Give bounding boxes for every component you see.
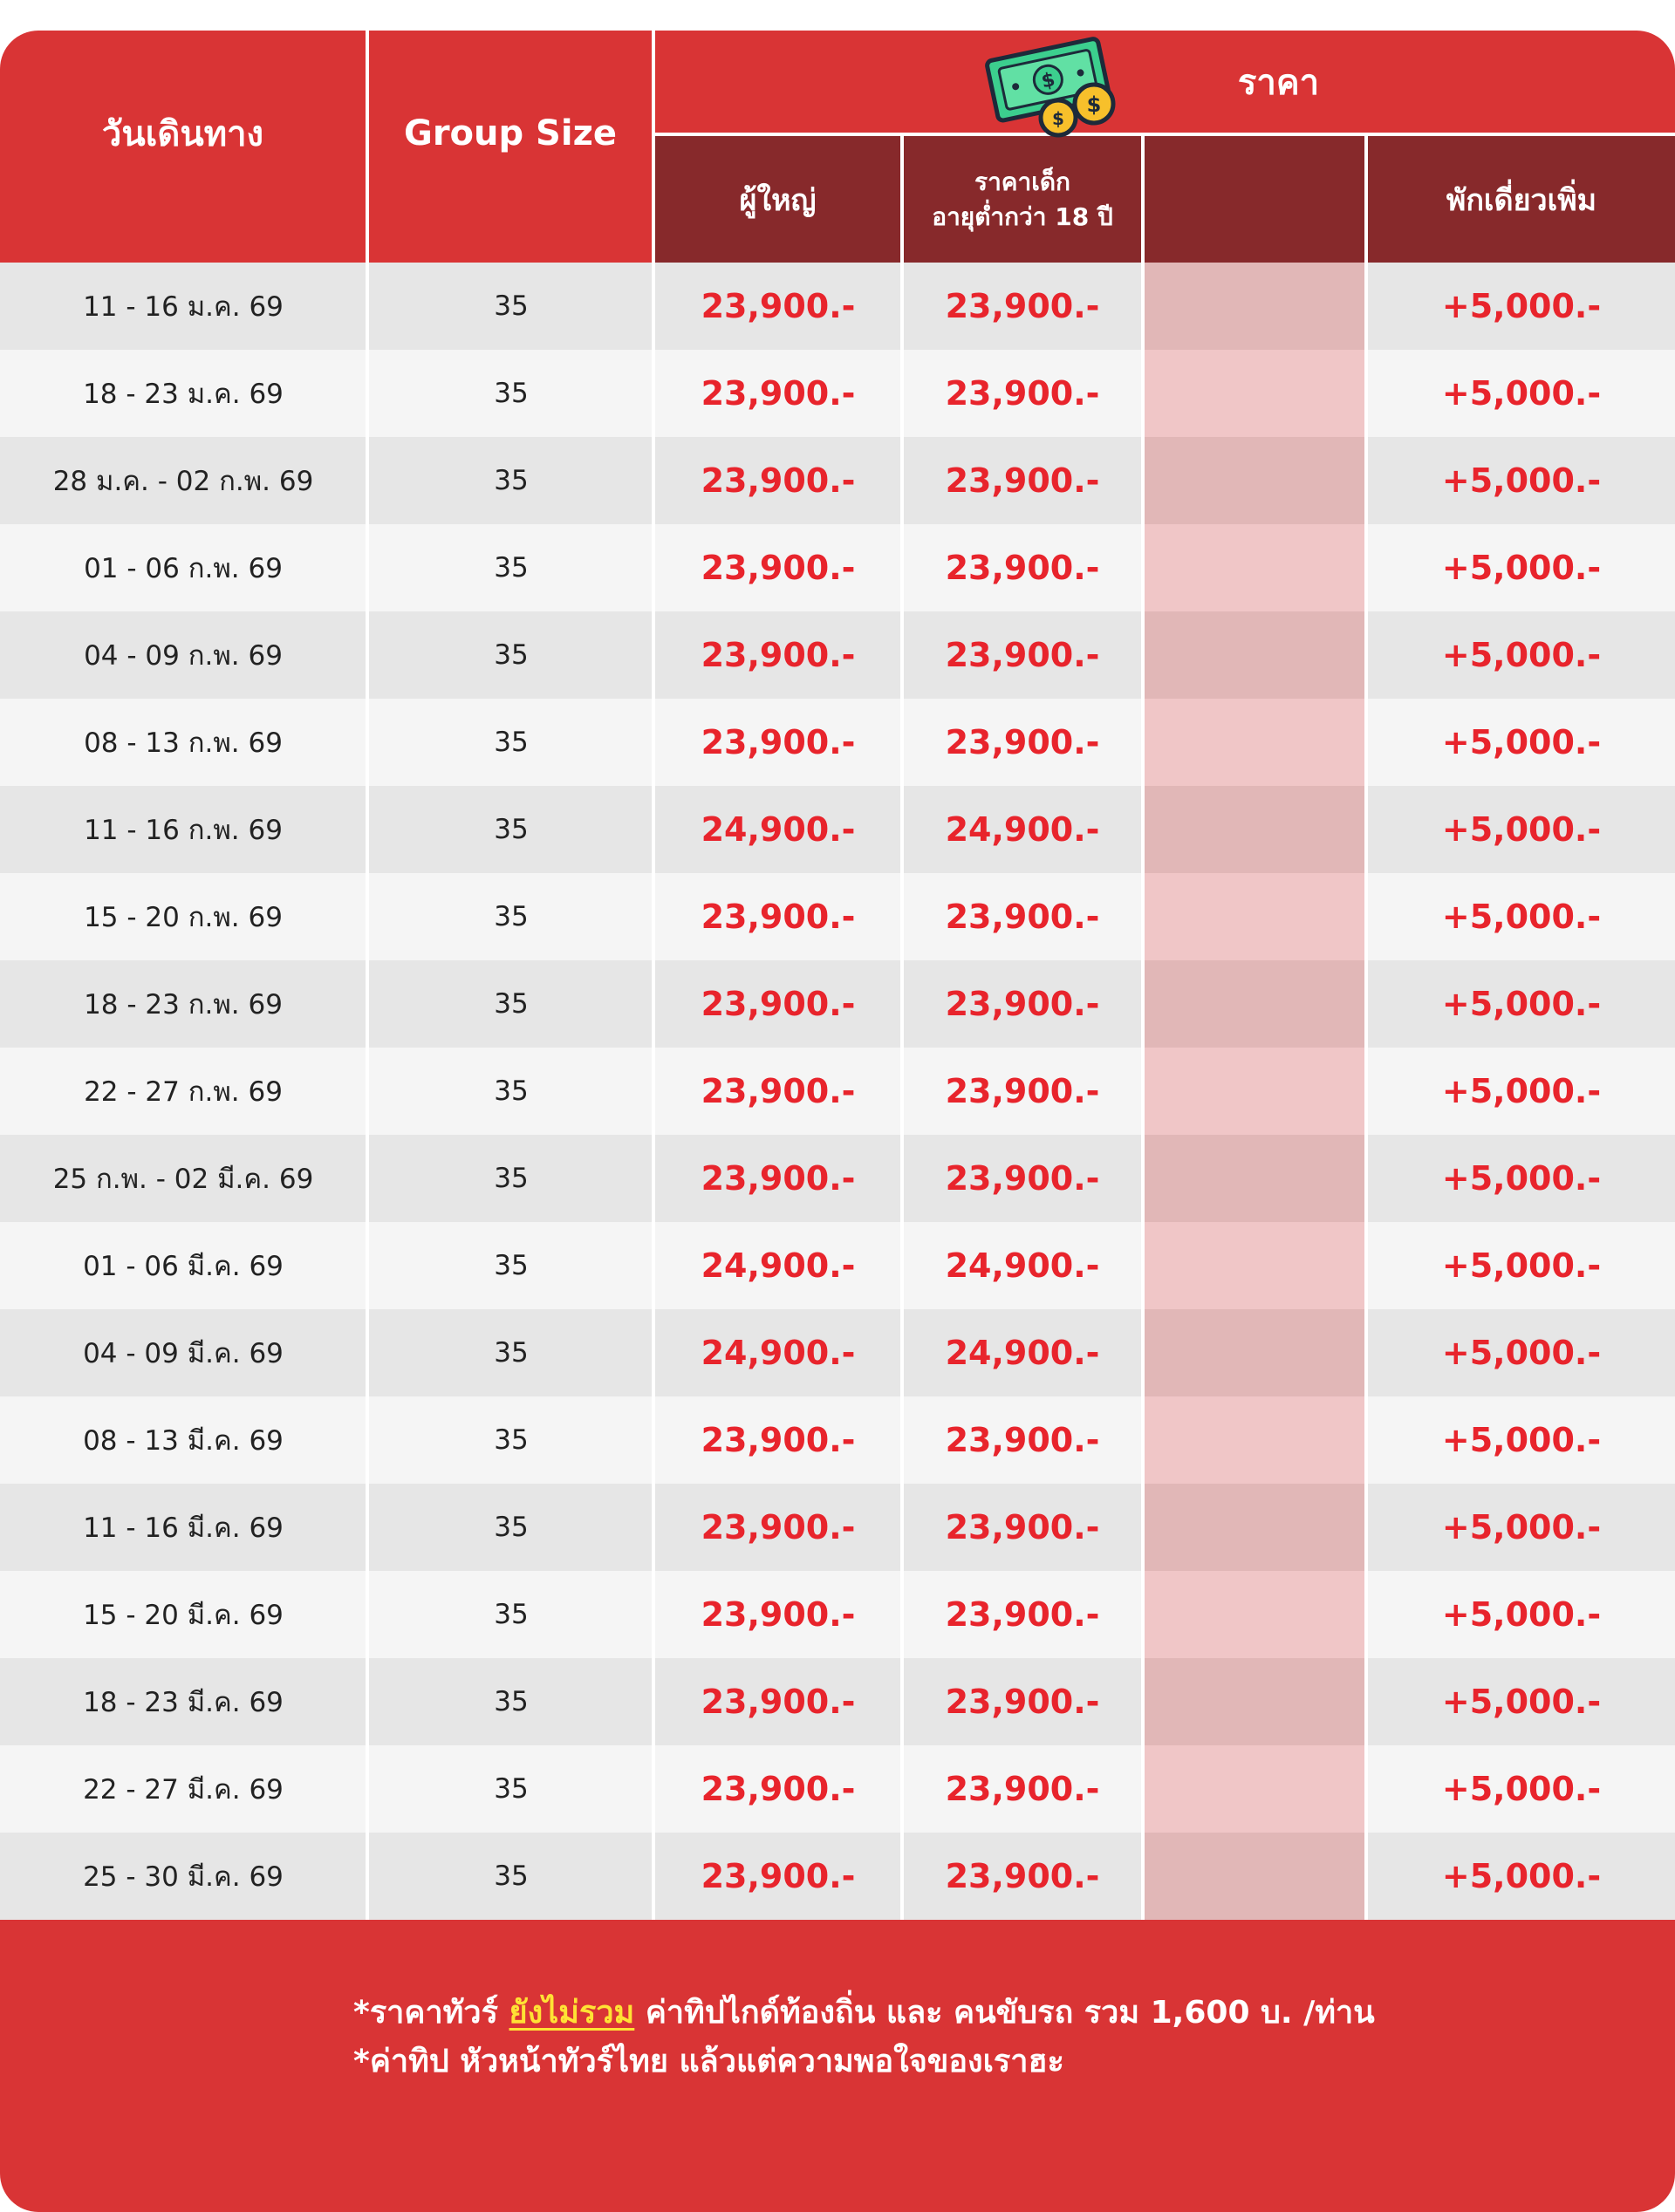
single-supplement: +5,000.- <box>1441 898 1602 936</box>
group-size: 35 <box>494 1075 529 1107</box>
child-price: 23,900.- <box>945 723 1100 761</box>
child-price: 23,900.- <box>945 1595 1100 1634</box>
table-row <box>0 524 1675 611</box>
adult-price: 23,900.- <box>701 723 856 761</box>
child-price: 24,900.- <box>945 1334 1100 1372</box>
column-divider <box>652 1222 655 1309</box>
column-divider <box>366 699 369 786</box>
child-price: 23,900.- <box>945 1159 1100 1198</box>
column-divider <box>900 1658 904 1745</box>
price-table-card <box>0 31 1675 2212</box>
table-row <box>0 873 1675 960</box>
blank-cell <box>1145 263 1364 350</box>
adult-price: 23,900.- <box>701 1072 856 1110</box>
blank-cell <box>1145 350 1364 437</box>
blank-cell <box>1145 1571 1364 1658</box>
adult-price: 23,900.- <box>701 461 856 500</box>
note-line-2: *ค่าทิป หัวหน้าทัวร์ไทย แล้วแต่ความพอใจของเราฮะ <box>353 2044 1064 2079</box>
column-divider <box>1364 786 1368 873</box>
column-divider <box>1141 524 1145 611</box>
child-price: 24,900.- <box>945 810 1100 849</box>
single-supplement: +5,000.- <box>1441 461 1602 500</box>
blank-cell <box>1145 1135 1364 1222</box>
column-divider <box>366 960 369 1048</box>
blank-cell <box>1145 1048 1364 1135</box>
not-included-highlight: ยังไม่รวม <box>509 1995 635 2031</box>
column-divider <box>900 1571 904 1658</box>
column-divider <box>1364 611 1368 699</box>
column-divider <box>900 873 904 960</box>
table-row <box>0 1222 1675 1309</box>
svg-text:$: $ <box>1086 92 1102 117</box>
column-divider <box>366 437 369 524</box>
travel-date: 22 - 27 ก.พ. 69 <box>84 1076 283 1108</box>
single-supplement: +5,000.- <box>1441 810 1602 849</box>
column-divider <box>900 437 904 524</box>
column-divider <box>366 1135 369 1222</box>
column-divider <box>900 1484 904 1571</box>
column-divider <box>900 1396 904 1484</box>
child-price: 23,900.- <box>945 636 1100 674</box>
adult-price: 23,900.- <box>701 1508 856 1546</box>
blank-cell <box>1145 1309 1364 1396</box>
adult-price: 23,900.- <box>701 287 856 325</box>
group-size: 35 <box>494 378 529 409</box>
column-divider <box>900 524 904 611</box>
single-supplement: +5,000.- <box>1441 1683 1602 1721</box>
single-supplement: +5,000.- <box>1441 723 1602 761</box>
column-divider <box>900 699 904 786</box>
column-divider <box>1141 1048 1145 1135</box>
column-divider <box>900 1309 904 1396</box>
blank-cell <box>1145 437 1364 524</box>
adult-price: 23,900.- <box>701 1770 856 1808</box>
table-row <box>0 1048 1675 1135</box>
group-size-column-header: Group Size <box>403 113 617 154</box>
column-divider <box>1141 1658 1145 1745</box>
column-divider <box>900 960 904 1048</box>
child-price: 23,900.- <box>945 1072 1100 1110</box>
column-divider <box>900 1048 904 1135</box>
column-divider <box>1364 1135 1368 1222</box>
blank-cell <box>1145 960 1364 1048</box>
child-price: 23,900.- <box>945 549 1100 587</box>
single-supplement: +5,000.- <box>1441 1421 1602 1459</box>
group-size: 35 <box>494 1512 529 1543</box>
column-divider <box>1141 350 1145 437</box>
column-divider <box>652 873 655 960</box>
column-divider <box>900 1745 904 1833</box>
column-divider <box>366 1222 369 1309</box>
single-supplement-column-header: พักเดี่ยวเพิ่ม <box>1446 182 1597 218</box>
adult-price: 24,900.- <box>701 810 856 849</box>
child-price: 23,900.- <box>945 985 1100 1023</box>
group-size: 35 <box>494 901 529 932</box>
group-size: 35 <box>494 1424 529 1456</box>
table-row <box>0 437 1675 524</box>
child-price: 23,900.- <box>945 461 1100 500</box>
column-divider <box>1141 1309 1145 1396</box>
column-divider <box>366 1571 369 1658</box>
svg-text:$: $ <box>1039 68 1057 93</box>
child-price: 23,900.- <box>945 1421 1100 1459</box>
single-supplement: +5,000.- <box>1441 1508 1602 1546</box>
travel-date: 18 - 23 ก.พ. 69 <box>84 989 283 1021</box>
adult-price: 23,900.- <box>701 1421 856 1459</box>
adult-price: 23,900.- <box>701 1595 856 1634</box>
blank-cell <box>1145 1484 1364 1571</box>
single-supplement: +5,000.- <box>1441 1246 1602 1285</box>
child-column-header <box>904 136 1141 263</box>
blank-cell <box>1145 1396 1364 1484</box>
table-row <box>0 1396 1675 1484</box>
column-divider <box>1364 437 1368 524</box>
column-divider <box>652 350 655 437</box>
note-line-1 <box>353 1989 1375 2038</box>
column-divider <box>652 960 655 1048</box>
travel-date: 11 - 16 ก.พ. 69 <box>84 815 283 846</box>
table-row <box>0 1658 1675 1745</box>
group-size: 35 <box>494 552 529 584</box>
column-divider <box>1141 1396 1145 1484</box>
travel-date: 18 - 23 มี.ค. 69 <box>83 1687 284 1718</box>
footer-notes <box>353 1989 1375 2086</box>
child-price: 23,900.- <box>945 1857 1100 1895</box>
column-divider <box>1141 263 1145 350</box>
travel-date: 04 - 09 มี.ค. 69 <box>83 1338 284 1369</box>
column-divider <box>652 1658 655 1745</box>
column-divider <box>1141 786 1145 873</box>
svg-text:$: $ <box>1052 108 1064 129</box>
column-divider <box>1364 1396 1368 1484</box>
travel-date: 15 - 20 มี.ค. 69 <box>83 1600 284 1631</box>
column-divider <box>1364 263 1368 350</box>
table-row <box>0 1309 1675 1396</box>
blank-cell <box>1145 699 1364 786</box>
column-divider <box>652 786 655 873</box>
date-column-header: วันเดินทาง <box>101 114 264 154</box>
blank-cell <box>1145 1222 1364 1309</box>
table-row <box>0 699 1675 786</box>
child-header-line2: อายุต่ำกว่า 18 ปี <box>932 201 1113 231</box>
group-size: 35 <box>494 1773 529 1805</box>
column-divider <box>366 1484 369 1571</box>
column-divider <box>1364 1571 1368 1658</box>
column-divider <box>366 1396 369 1484</box>
table-row <box>0 1571 1675 1658</box>
column-divider <box>366 1833 369 1920</box>
adult-price: 24,900.- <box>701 1246 856 1285</box>
single-supplement: +5,000.- <box>1441 1072 1602 1110</box>
blank-cell <box>1145 1833 1364 1920</box>
child-price: 23,900.- <box>945 898 1100 936</box>
blank-cell <box>1145 1658 1364 1745</box>
table-row <box>0 611 1675 699</box>
single-supplement: +5,000.- <box>1441 1159 1602 1198</box>
single-supplement: +5,000.- <box>1441 1334 1602 1372</box>
single-supplement: +5,000.- <box>1441 287 1602 325</box>
column-divider <box>652 263 655 350</box>
column-divider <box>652 699 655 786</box>
money-bill-coins-icon <box>975 31 1132 144</box>
column-divider <box>366 786 369 873</box>
column-divider <box>1141 873 1145 960</box>
column-divider <box>366 350 369 437</box>
group-size: 35 <box>494 988 529 1020</box>
table-row <box>0 1745 1675 1833</box>
column-divider <box>1141 1571 1145 1658</box>
column-divider <box>1141 611 1145 699</box>
single-supplement: +5,000.- <box>1441 1595 1602 1634</box>
column-divider <box>900 1222 904 1309</box>
column-divider <box>1141 1833 1145 1920</box>
group-size: 35 <box>494 1337 529 1369</box>
column-divider <box>652 1745 655 1833</box>
adult-column-header: ผู้ใหญ่ <box>739 182 817 218</box>
travel-date: 04 - 09 ก.พ. 69 <box>84 640 283 672</box>
child-price: 23,900.- <box>945 287 1100 325</box>
child-price: 23,900.- <box>945 1770 1100 1808</box>
group-size: 35 <box>494 1860 529 1892</box>
adult-price: 24,900.- <box>701 1334 856 1372</box>
group-size: 35 <box>494 814 529 845</box>
table-row <box>0 350 1675 437</box>
group-size: 35 <box>494 465 529 496</box>
child-price: 23,900.- <box>945 1508 1100 1546</box>
adult-price: 23,900.- <box>701 1857 856 1895</box>
blank-cell <box>1145 786 1364 873</box>
group-size: 35 <box>494 1686 529 1717</box>
table-row <box>0 786 1675 873</box>
travel-date: 28 ม.ค. - 02 ก.พ. 69 <box>52 466 314 497</box>
column-divider <box>652 1135 655 1222</box>
single-supplement: +5,000.- <box>1441 374 1602 413</box>
single-supplement: +5,000.- <box>1441 636 1602 674</box>
column-divider <box>652 1571 655 1658</box>
adult-price: 23,900.- <box>701 985 856 1023</box>
blank-cell <box>1145 611 1364 699</box>
column-divider <box>366 263 369 350</box>
adult-price: 23,900.- <box>701 374 856 413</box>
column-divider <box>652 437 655 524</box>
column-divider <box>366 524 369 611</box>
single-supplement: +5,000.- <box>1441 549 1602 587</box>
adult-price: 23,900.- <box>701 898 856 936</box>
column-divider <box>900 350 904 437</box>
column-divider <box>366 1658 369 1745</box>
column-divider <box>366 1309 369 1396</box>
column-divider <box>1364 1484 1368 1571</box>
column-divider <box>900 1833 904 1920</box>
travel-date: 11 - 16 ม.ค. 69 <box>83 291 284 323</box>
group-size: 35 <box>494 727 529 758</box>
travel-date: 25 ก.พ. - 02 มี.ค. 69 <box>52 1164 314 1195</box>
column-divider <box>1364 1048 1368 1135</box>
travel-date: 11 - 16 มี.ค. 69 <box>83 1512 284 1544</box>
column-divider <box>366 611 369 699</box>
travel-date: 25 - 30 มี.ค. 69 <box>83 1861 284 1893</box>
column-divider <box>366 1745 369 1833</box>
column-divider <box>1364 524 1368 611</box>
column-divider <box>1141 960 1145 1048</box>
price-group-header: ราคา <box>1237 62 1320 103</box>
child-header-line1: ราคาเด็ก <box>974 167 1070 196</box>
table-row <box>0 263 1675 350</box>
column-divider <box>1364 1833 1368 1920</box>
column-divider <box>652 1309 655 1396</box>
travel-date: 18 - 23 ม.ค. 69 <box>83 379 284 410</box>
note-line-1-suffix: ค่าทิปไกด์ท้องถิ่น และ คนขับรถ รวม 1,600 บ. /ท่าน <box>634 1995 1375 2031</box>
column-divider <box>1364 1658 1368 1745</box>
travel-date: 15 - 20 ก.พ. 69 <box>84 902 283 933</box>
child-price: 23,900.- <box>945 374 1100 413</box>
table-row <box>0 1833 1675 1920</box>
column-divider <box>1364 699 1368 786</box>
column-divider <box>1141 437 1145 524</box>
group-size: 35 <box>494 1250 529 1281</box>
column-divider <box>652 1048 655 1135</box>
table-row <box>0 1135 1675 1222</box>
column-divider <box>366 873 369 960</box>
column-divider <box>1364 1309 1368 1396</box>
table-row <box>0 960 1675 1048</box>
group-size: 35 <box>494 639 529 671</box>
travel-date: 08 - 13 ก.พ. 69 <box>84 727 283 759</box>
column-divider <box>1364 960 1368 1048</box>
column-divider <box>900 1135 904 1222</box>
column-divider <box>652 1396 655 1484</box>
group-size: 35 <box>494 290 529 322</box>
column-divider <box>1141 699 1145 786</box>
adult-price: 23,900.- <box>701 1159 856 1198</box>
column-divider <box>1141 1745 1145 1833</box>
column-divider <box>1364 873 1368 960</box>
column-divider <box>1141 1222 1145 1309</box>
blank-cell <box>1145 873 1364 960</box>
child-price: 24,900.- <box>945 1246 1100 1285</box>
travel-date: 22 - 27 มี.ค. 69 <box>83 1774 284 1806</box>
adult-price: 23,900.- <box>701 636 856 674</box>
adult-price: 23,900.- <box>701 549 856 587</box>
column-divider <box>1141 1135 1145 1222</box>
single-supplement: +5,000.- <box>1441 985 1602 1023</box>
column-divider <box>1364 1745 1368 1833</box>
column-divider <box>900 263 904 350</box>
travel-date: 08 - 13 มี.ค. 69 <box>83 1425 284 1457</box>
column-divider <box>900 786 904 873</box>
single-supplement: +5,000.- <box>1441 1857 1602 1895</box>
column-divider <box>366 1048 369 1135</box>
travel-date: 01 - 06 มี.ค. 69 <box>83 1251 284 1282</box>
column-divider <box>652 1484 655 1571</box>
group-size: 35 <box>494 1599 529 1630</box>
note-line-1-prefix: *ราคาทัวร์ <box>353 1995 509 2031</box>
single-supplement: +5,000.- <box>1441 1770 1602 1808</box>
blank-column-header <box>1145 136 1364 263</box>
column-divider <box>1364 1222 1368 1309</box>
blank-cell <box>1145 1745 1364 1833</box>
column-divider <box>1141 1484 1145 1571</box>
column-divider <box>1364 350 1368 437</box>
column-divider <box>652 611 655 699</box>
column-divider <box>900 611 904 699</box>
blank-cell <box>1145 524 1364 611</box>
column-divider <box>652 1833 655 1920</box>
table-row <box>0 1484 1675 1571</box>
adult-price: 23,900.- <box>701 1683 856 1721</box>
group-size: 35 <box>494 1163 529 1194</box>
child-price: 23,900.- <box>945 1683 1100 1721</box>
travel-date: 01 - 06 ก.พ. 69 <box>84 553 283 584</box>
column-divider <box>652 524 655 611</box>
